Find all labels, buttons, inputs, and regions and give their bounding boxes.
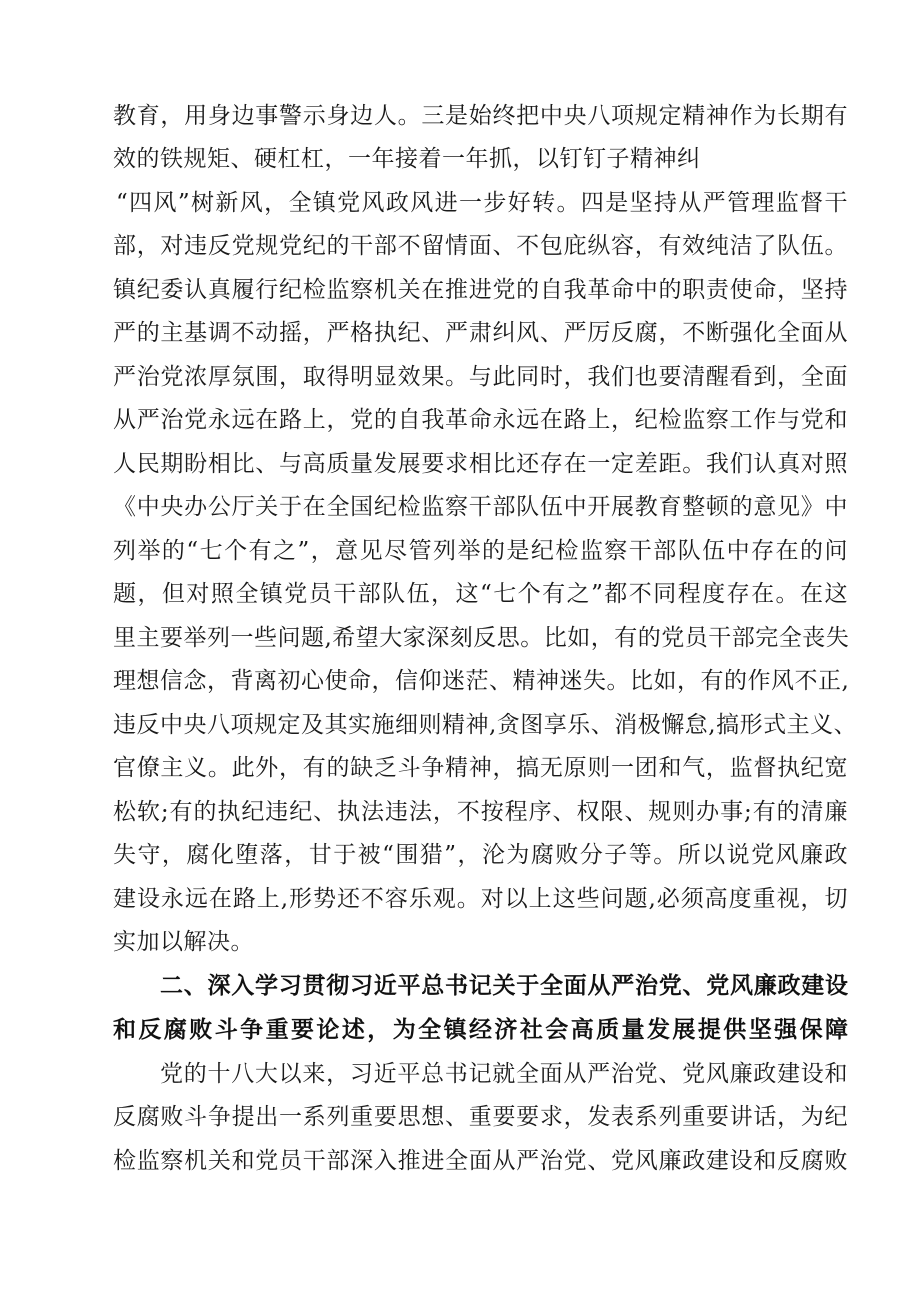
text-line: 检监察机关和党员干部深入推进全面从严治党、党风廉政建设和反腐败 — [113, 1148, 848, 1174]
text-line: 建设永远在路上,形势还不容乐观。对以上这些问题,必须高度重视，切 — [113, 886, 848, 912]
text-line: 严治党浓厚氛围，取得明显效果。与此同时，我们也要清醒看到，全面 — [113, 364, 848, 390]
text-line: 严的主基调不动摇，严格执纪、严肃纠风、严厉反腐，不断强化全面从 — [113, 320, 848, 346]
text-line: 里主要举列一些问题,希望大家深刻反思。比如，有的党员干部完全丧失 — [113, 625, 850, 651]
text-line: “四风”树新风，全镇党风政风进一步好转。四是坚持从严管理监督干 — [116, 190, 848, 216]
text-line: 《中央办公厅关于在全国纪检监察干部队伍中开展教育整顿的意见》中 — [113, 494, 848, 520]
text-line: 从严治党永远在路上，党的自我革命永远在路上，纪检监察工作与党和 — [113, 407, 848, 433]
text-line: 党的十八大以来，习近平总书记就全面从严治党、党风廉政建设和 — [160, 1061, 848, 1087]
section-heading-line: 二、深入学习贯彻习近平总书记关于全面从严治党、党风廉政建设 — [160, 973, 848, 999]
text-line: 实加以解决。 — [113, 929, 254, 955]
text-line: 违反中央八项规定及其实施细则精神,贪图享乐、消极懈怠,搞形式主义、 — [113, 712, 858, 738]
text-line: 效的铁规矩、硬杠杠，一年接着一年抓，以钉钉子精神纠 — [113, 146, 701, 172]
section-heading-line: 和反腐败斗争重要论述，为全镇经济社会高质量发展提供坚强保障 — [113, 1017, 848, 1043]
text-line: 失守，腐化堕落，甘于被“围猎”，沦为腐败分子等。所以说党风廉政 — [113, 842, 848, 868]
text-line: 镇纪委认真履行纪检监察机关在推进党的自我革命中的职责使命，坚持 — [113, 277, 848, 303]
text-line: 部，对违反党规党纪的干部不留情面、不包庇纵容，有效纯洁了队伍。 — [113, 233, 848, 259]
text-line: 人民期盼相比、与高质量发展要求相比还存在一定差距。我们认真对照 — [113, 451, 848, 477]
text-line: 理想信念，背离初心使命，信仰迷茫、精神迷失。比如，有的作风不正, — [113, 668, 850, 694]
text-line: 教育，用身边事警示身边人。三是始终把中央八项规定精神作为长期有 — [113, 103, 848, 129]
text-line: 官僚主义。此外，有的缺乏斗争精神，搞无原则一团和气，监督执纪宽 — [113, 755, 848, 781]
text-line: 列举的“七个有之”，意见尽管列举的是纪检监察干部队伍中存在的问 — [113, 538, 848, 564]
text-line: 松软;有的执纪违纪、执法违法，不按程序、权限、规则办事;有的清廉 — [113, 799, 848, 825]
text-line: 题，但对照全镇党员干部队伍，这“七个有之”都不同程度存在。在这 — [113, 581, 848, 607]
text-line: 反腐败斗争提出一系列重要思想、重要要求，发表系列重要讲话，为纪 — [113, 1104, 848, 1130]
